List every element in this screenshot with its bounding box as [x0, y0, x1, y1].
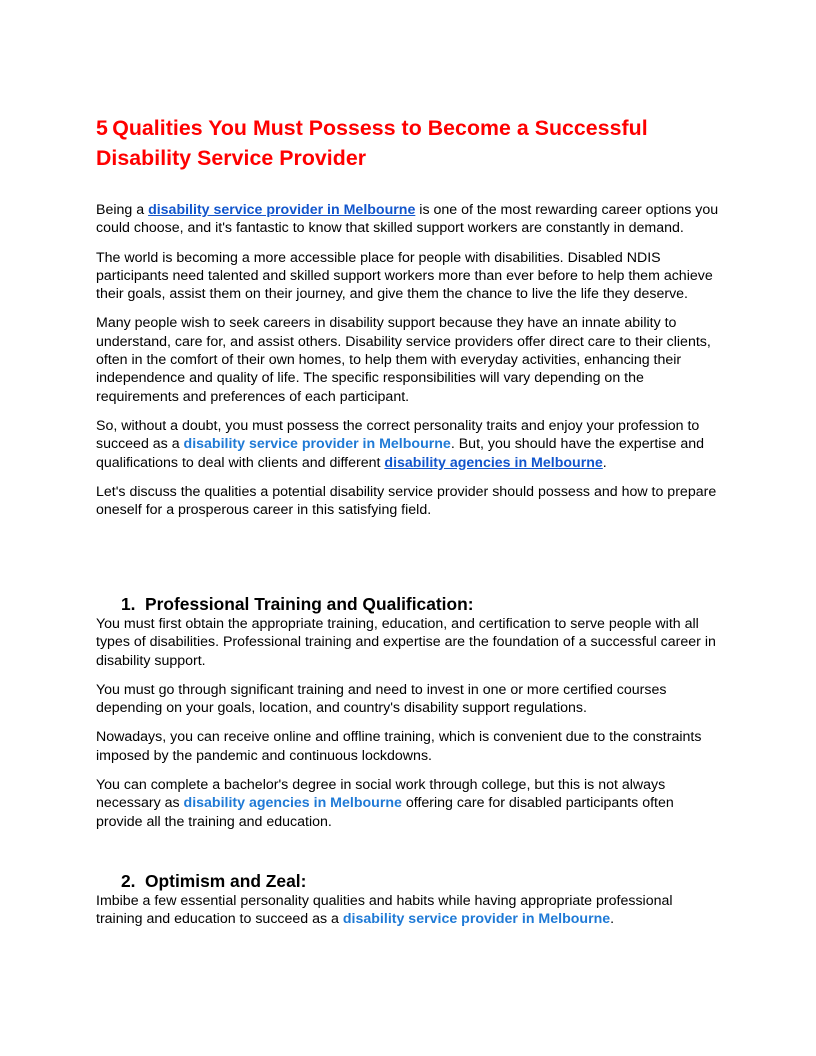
section-1-body [96, 615, 722, 842]
section-1-paragraph-1: You must first obtain the appropriate training, education, and certification to serve people with all types of disabilities. Professional training and expertise are the foundation of a successful career in disability support. [96, 616, 716, 669]
section-1-paragraph-2: You must go through significant training and need to invest in one or more certified courses depending on your goals, location, and country's disability support regulations. [96, 681, 667, 717]
intro-paragraph-3: Many people wish to seek careers in disability support because they have an innate ability to understand, care for, and assist others. Disability service providers offer direct care to their clients, often in the comfort of their own homes, to help them with everyday activities, enhancing their independence and quality of life. The specific responsibilities will vary depending on the requirements and preferences of each participant. [96, 315, 711, 405]
intro-paragraph-4: So, without a doubt, you must possess the correct personality traits and enjoy your profession to succeed as a disability service provider in Melbourne. But, you should have the expertise and qualifications to deal with clients and different disability agencies in Melbourne. [96, 417, 705, 471]
section-2-body [96, 892, 722, 940]
page-title: 5 Qualities You Must Possess to Become a Successful Disability Service Provider [96, 116, 648, 170]
section-2-paragraph-1: Imbibe a few essential personality qualities and habits while having appropriate professional training and education to succeed as a disability service provider in Melbourne. [96, 893, 673, 928]
intro-paragraph-2: The world is becoming a more accessible place for people with disabilities. Disabled NDIS participants need talented and skilled support workers more than ever before to help them achieve their goals, assist them on their journey, and give them the chance to live the life they deserve. [96, 249, 713, 303]
section-1-paragraph-3: Nowadays, you can receive online and offline training, which is convenient due to the constraints imposed by the pandemic and continuous lockdowns. [96, 729, 702, 764]
intro-section [96, 201, 722, 530]
link-disability-service-provider-2[interactable]: disability service provider in Melbourne [183, 436, 451, 453]
intro-paragraph-5: Let's discuss the qualities a potential disability service provider should possess and how to prepare oneself for a prosperous career in this satisfying field. [96, 483, 717, 519]
intro-paragraph-1: Being a disability service provider in Melbourne is one of the most rewarding career options you could choose, and it's fantastic to know that skilled support workers are constantly in demand. [96, 202, 719, 237]
link-disability-agencies[interactable]: disability agencies in Melbourne [384, 454, 603, 471]
section-2-heading: 2. Optimism and Zeal: [121, 871, 307, 891]
section-1-heading: 1. Professional Training and Qualification: [121, 594, 474, 614]
link-disability-agencies-2[interactable]: disability agencies in Melbourne [183, 795, 402, 812]
link-disability-service-provider[interactable]: disability service provider in Melbourne [148, 202, 416, 218]
section-1-paragraph-4: You can complete a bachelor's degree in social work through college, but this is not always necessary as disability agencies in Melbourne offering care for disabled participants often provide all the training and education. [96, 777, 674, 830]
link-disability-service-provider-3[interactable]: disability service provider in Melbourne [342, 911, 611, 928]
